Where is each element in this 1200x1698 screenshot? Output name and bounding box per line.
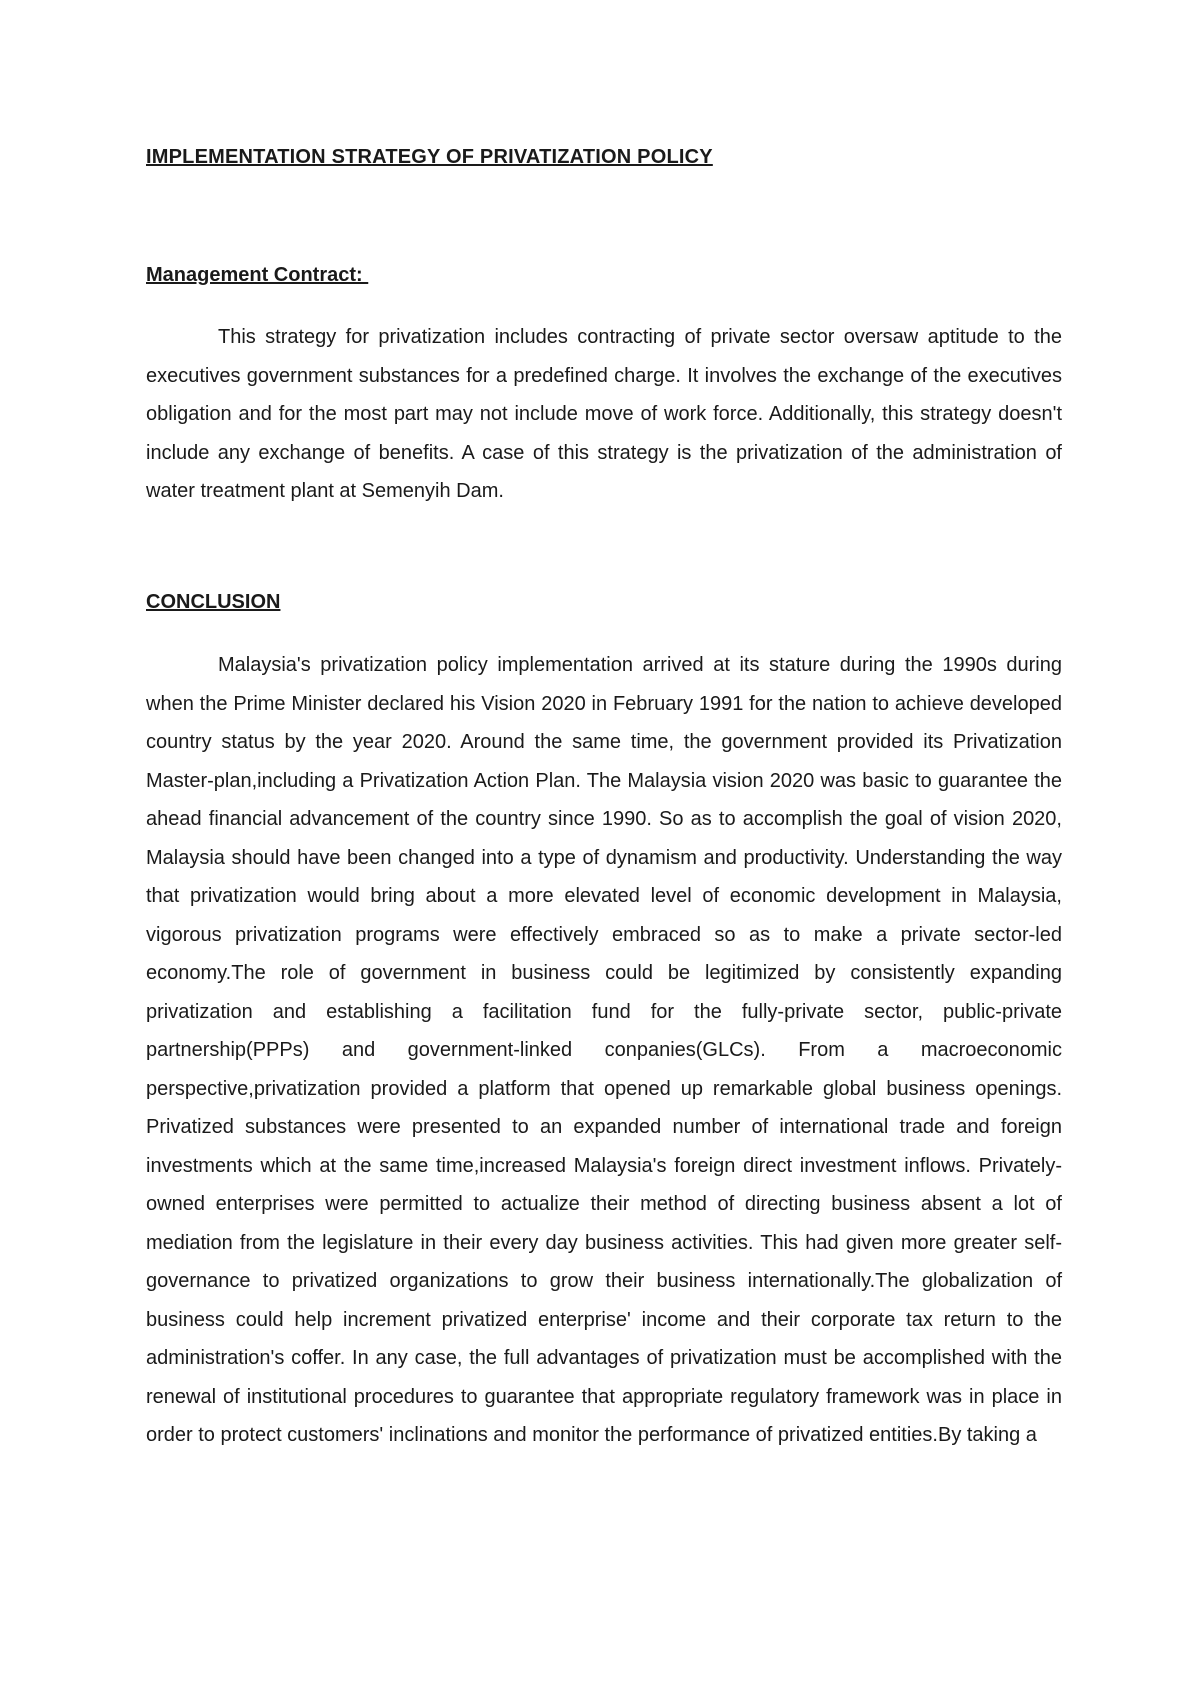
section-body-management-contract	[146, 318, 1062, 511]
paragraph-conclusion: Malaysia's privatization policy implementation arrived at its stature during the 1990s during when the Prime Minister declared his Vision 2020 in February 1991 for the nation to achieve developed country status by the year 2020. Around the same time, the government provided its Privatization Master-plan,including a Privatization Action Plan. The Malaysia vision 2020 was basic to guarantee the ahead financial advancement of the country since 1990. So as to accomplish the goal of vision 2020, Malaysia should have been changed into a type of dynamism and productivity. Understanding the way that privatization would bring about a more elevated level of economic development in Malaysia, vigorous privatization programs were effectively embraced so as to make a private sector-led economy.The role of government in business could be legitimized by consistently expanding privatization and establishing a facilitation fund for the fully-private sector, public-private partnership(PPPs) and government-linked conpanies(GLCs). From a macroeconomic perspective,privatization provided a platform that opened up remarkable global business openings. Privatized substances were presented to an expanded number of international trade and foreign investments which at the same time,increased Malaysia's foreign direct investment inflows. Privately-owned enterprises were permitted to actualize their method of directing business absent a lot of mediation from the legislature in their every day business activities. This had given more greater self-governance to privatized organizations to grow their business internationally.The globalization of business could help increment privatized enterprise' income and their corporate tax return to the administration's coffer. In any case, the full advantages of privatization must be accomplished with the renewal of institutional procedures to guarantee that appropriate regulatory framework was in place in order to protect customers' inclinations and monitor the performance of privatized entities.By taking a	[146, 654, 1062, 1446]
document-title: IMPLEMENTATION STRATEGY OF PRIVATIZATION POLICY	[146, 146, 713, 168]
paragraph-management-contract: This strategy for privatization includes contracting of private sector oversaw aptitude to the executives government substances for a predefined charge. It involves the exchange of the executives obligation and for the most part may not include move of work force. Additionally, this strategy doesn't include any exchange of benefits. A case of this strategy is the privatization of the administration of water treatment plant at Semenyih Dam.	[146, 326, 1062, 502]
section-heading-conclusion: CONCLUSION	[146, 591, 281, 613]
section-heading-management-contract: Management Contract:	[146, 264, 369, 286]
section-body-conclusion	[146, 646, 1062, 1455]
